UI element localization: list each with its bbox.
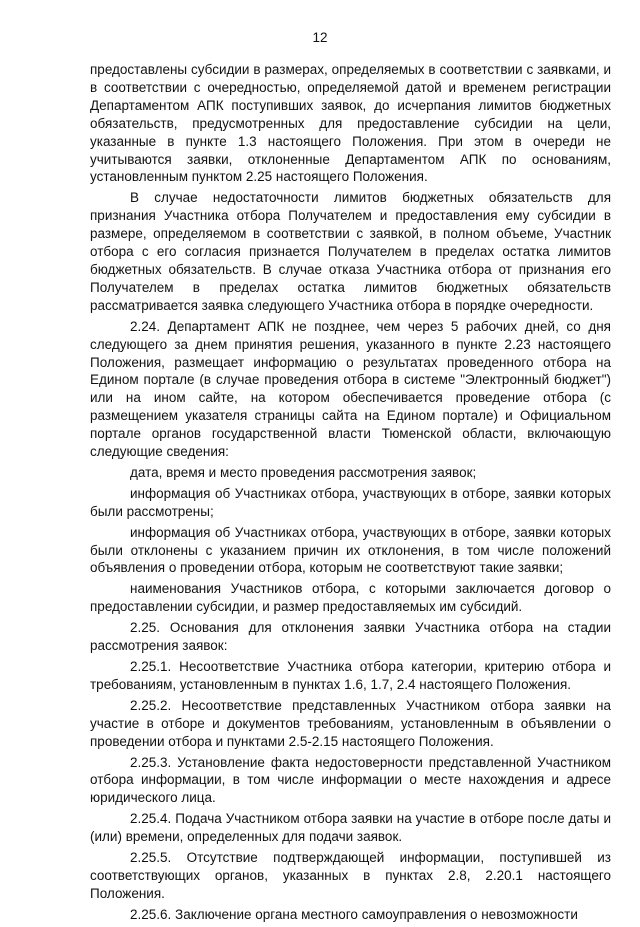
paragraph: 2.25.4. Подача Участником отбора заявки на участие в отборе после даты и (или) времени, определенных для подачи заявок.: [90, 811, 611, 845]
paragraph: 2.24. Департамент АПК не позднее, чем через 5 рабочих дней, со дня следующего за днем принятия решения, указанного в пункте 2.23 настоящего Положения, размещает информацию о результатах проведенного отбора на Едином портале (в случае проведения отбора в системе "Электронный бюджет") или на ином сайте, на котором обеспечивается проведение отбора (с размещением указателя страницы сайта на Едином портале) и Официальном портале органов государственной власти Тюменской области, включающую следующие сведения:: [90, 318, 611, 460]
paragraph: предоставлены субсидии в размерах, определяемых в соответствии с заявками, и в соответствии с очередностью, определяемой датой и временем регистрации Департаментом АПК поступивших заявок, до исчерпания лимитов бюджетных обязательств, предусмотренных для предоставление субсидии на цели, указанные в пункте 1.3 настоящего Положения. При этом в очереди не учитываются заявки, отклоненные Департаментом АПК по основаниям, установленным пунктом 2.25 настоящего Положения.: [90, 62, 611, 185]
paragraph: 2.25.2. Несоответствие представленных Участником отбора заявки на участие в отборе и документов требованиям, установленным в объявлении о проведении отбора и пунктами 2.5-2.15 настоящего Положения.: [90, 697, 611, 749]
paragraph: 2.25.5. Отсутствие подтверждающей информации, поступившей из соответствующих органов, указанных в пунктах 2.8, 2.20.1 настоящего Положения.: [90, 850, 611, 901]
paragraph: дата, время и место проведения рассмотрения заявок;: [130, 464, 477, 480]
paragraph: В случае недостаточности лимитов бюджетных обязательств для признания Участника отбора Получателем и предоставления ему субсидии в размере, определяемом в соответствии с заявкой, в полном объеме, Участник отбора с его согласия признается Получателем в пределах остатка лимитов бюджетных обязательств. В случае отказа Участника отбора от признания его Получателем в пределах остатка лимитов бюджетных обязательств рассматривается заявка следующего Участника отбора в порядке очередности.: [90, 190, 611, 313]
paragraph: наименования Участников отбора, с которыми заключается договор о предоставлении субсидии, и размер предоставляемых им субсидий.: [90, 581, 611, 615]
paragraph: информация об Участниках отбора, участвующих в отборе, заявки которых были отклонены с указанием причин их отклонения, в том числе положений объявления о проведении отбора, которым не соответствуют такие заявки;: [90, 524, 611, 576]
paragraph: 2.25.3. Установление факта недостоверности представленной Участником отбора информации, в том числе информации о месте нахождения и адресе юридического лица.: [90, 754, 611, 806]
paragraph: 2.25.1. Несоответствие Участника отбора категории, критерию отбора и требованиям, установленным в пунктах 1.6, 1.7, 2.4 настоящего Положения.: [90, 659, 611, 692]
paragraph: 2.25. Основания для отклонения заявки Участника отбора на стадии рассмотрения заявок:: [90, 620, 611, 654]
document-body: [90, 61, 611, 927]
page-number: 12: [312, 30, 328, 45]
paragraph: информация об Участниках отбора, участвующих в отборе, заявки которых были рассмотрены;: [90, 485, 611, 519]
paragraph: 2.25.6. Заключение органа местного самоуправления о невозможности: [130, 906, 578, 922]
